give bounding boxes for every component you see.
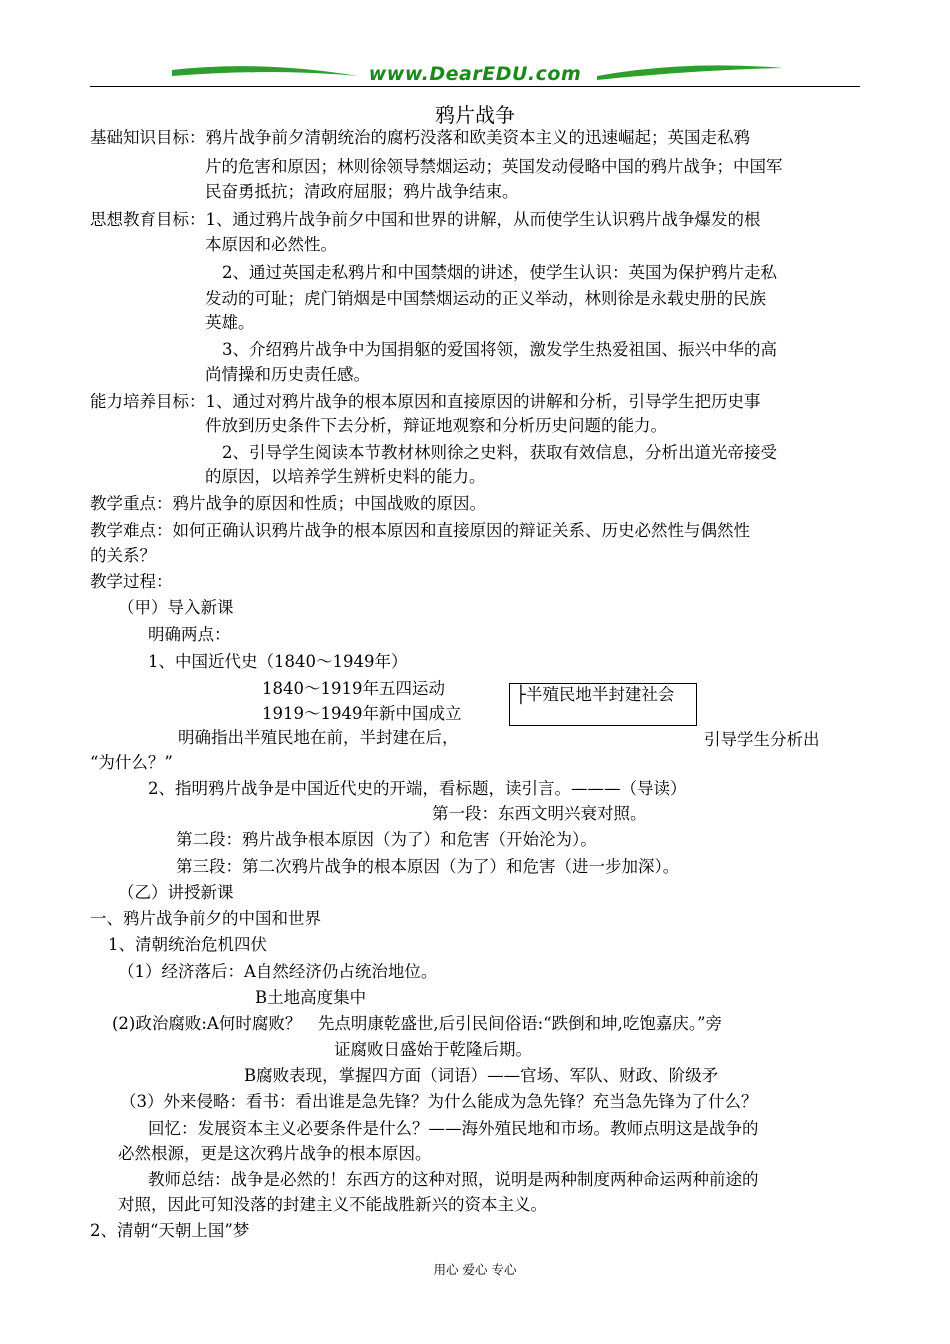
text-line: 第二段：鸦片战争根本原因（为了）和危害（开始沦为）。 [176,830,597,849]
header-rule [90,86,860,87]
text-line: 件放到历史条件下去分析，辩证地观察和分析历史问题的能力。 [205,416,667,435]
text-line: 明确指出半殖民地在前，半封建在后， [178,728,459,747]
text-line: 回忆：发展资本主义必要条件是什么？——海外殖民地和市场。教师点明这是战争的 [148,1119,759,1138]
text-line: 1、清朝统治危机四伏 [108,935,267,954]
text-line: 1919～1949年新中国成立 [262,704,462,723]
page-title: 鸦片战争 [435,103,515,127]
text-line: 的原因，以培养学生辨析史料的能力。 [205,467,486,486]
text-line: 证腐败日盛始于乾隆后期。 [334,1040,532,1059]
text-line: 本原因和必然性。 [205,235,337,254]
text-line: B腐败表现，掌握四方面（词语）——官场、军队、财政、阶级矛 [244,1066,719,1085]
text-line: （乙）讲授新课 [118,883,234,902]
text-line: 对照，因此可知没落的封建主义不能战胜新兴的资本主义。 [118,1195,547,1214]
text-line: 3、介绍鸦片战争中为国捐躯的爱国将领，激发学生热爱祖国、振兴中华的高 [222,340,777,359]
text-line: 思想教育目标：1、通过鸦片战争前夕中国和世界的讲解，从而使学生认识鸦片战争爆发的根 [90,210,761,229]
text-line: 2、引导学生阅读本节教材林则徐之史料，获取有效信息，分析出道光帝接受 [222,443,777,462]
text-line: (2)政治腐败:A何时腐败？ 先点明康乾盛世,后引民间俗语:“跌倒和坤,吃饱嘉庆。”旁 [112,1014,723,1033]
text-line: 引导学生分析出 [704,730,820,749]
text-line: 教师总结：战争是必然的！东西方的这种对照，说明是两种制度两种命运两种前途的 [148,1170,759,1189]
text-line: 基础知识目标：鸦片战争前夕清朝统治的腐朽没落和欧美资本主义的迅速崛起；英国走私鸦 [90,128,750,147]
text-line: 明确两点： [148,625,231,644]
text-line: 一、鸦片战争前夕的中国和世界 [90,909,321,928]
text-line: 的关系？ [90,546,156,565]
text-line: B土地高度集中 [255,988,367,1007]
text-line: 民奋勇抵抗；清政府屈服；鸦片战争结束。 [205,182,519,201]
text-line: 2、通过英国走私鸦片和中国禁烟的讲述，使学生认识：英国为保护鸦片走私 [222,263,777,282]
text-line: （1）经济落后：A自然经济仍占统治地位。 [118,962,438,981]
text-line: 英雄。 [205,313,255,332]
text-line: 教学难点：如何正确认识鸦片战争的根本原因和直接原因的辩证关系、历史必然性与偶然性 [90,521,750,540]
text-line: 2、清朝“天朝上国”梦 [90,1221,250,1240]
text-line: 片的危害和原因；林则徐领导禁烟运动；英国发动侵略中国的鸦片战争；中国军 [205,157,783,176]
text-line: 能力培养目标：1、通过对鸦片战争的根本原因和直接原因的讲解和分析，引导学生把历史事 [90,392,761,411]
right-swoosh-icon [595,62,785,84]
text-line: 必然根源，更是这次鸦片战争的根本原因。 [118,1144,432,1163]
page-footer: 用心 爱心 专心 [433,1262,517,1277]
text-line: 尚情操和历史责任感。 [205,365,370,384]
text-line: 教学重点：鸦片战争的原因和性质；中国战败的原因。 [90,494,486,513]
text-line: “为什么？” [90,753,173,772]
semi-colonial-box: ├半殖民地半封建社会 [509,683,697,726]
text-line: 2、指明鸦片战争是中国近代史的开端，看标题，读引言。———（导读） [148,779,687,798]
site-logo[interactable]: www.DearEDU.com [368,63,582,85]
text-line: 发动的可耻；虎门销烟是中国禁烟运动的正义举动，林则徐是永载史册的民族 [205,289,766,308]
text-line: 第一段：东西文明兴衰对照。 [432,804,647,823]
left-swoosh-icon [170,62,360,84]
text-line: 1、中国近代史（1840～1949年） [148,652,408,671]
text-line: 1840～1919年五四运动 [262,679,445,698]
text-line: （3）外来侵略：看书：看出谁是急先锋？为什么能成为急先锋？充当急先锋为了什么？ [120,1092,758,1111]
text-line: 第三段：第二次鸦片战争的根本原因（为了）和危害（进一步加深）。 [176,857,680,876]
text-line: （甲）导入新课 [118,598,234,617]
text-line: 教学过程： [90,572,173,591]
